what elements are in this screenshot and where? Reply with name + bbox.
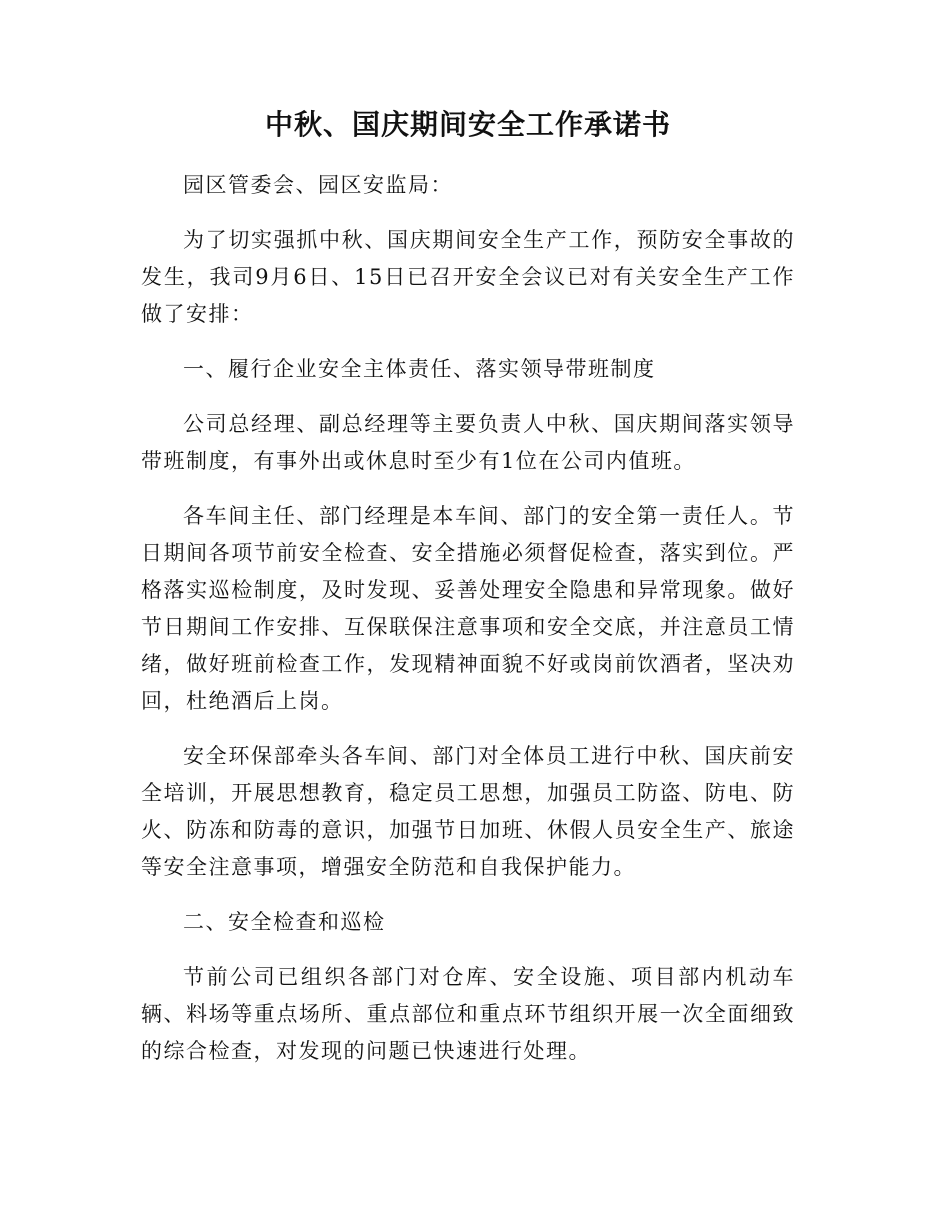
document-page [141,105,795,1088]
intro-paragraph: 为了切实强抓中秋、国庆期间安全生产工作，预防安全事故的发生，我司9月6日、15日已召开安全会议已对有关安全生产工作做了安排： [141,228,795,326]
salutation: 园区管委会、园区安监局： [183,173,453,197]
section-heading-1: 一、履行企业安全主体责任、落实领导带班制度 [183,357,656,381]
section-heading-2: 二、安全检查和巡检 [183,910,386,934]
document-title: 中秋、国庆期间安全工作承诺书 [264,108,671,141]
body-paragraph: 安全环保部牵头各车间、部门对全体员工进行中秋、国庆前安全培训，开展思想教育，稳定员工思想，加强员工防盗、防电、防火、防冻和防毒的意识，加强节日加班、休假人员安全生产、旅途等安全注意事项，增强安全防范和自我保护能力。 [141,744,795,879]
body-paragraph: 节前公司已组织各部门对仓库、安全设施、项目部内机动车辆、料场等重点场所、重点部位和重点环节组织开展一次全面细致的综合检查，对发现的问题已快速进行处理。 [141,965,795,1063]
body-paragraph: 各车间主任、部门经理是本车间、部门的安全第一责任人。节日期间各项节前安全检查、安全措施必须督促检查，落实到位。严格落实巡检制度，及时发现、妥善处理安全隐患和异常现象。做好节日期间工作安排、互保联保注意事项和安全交底，并注意员工情绪，做好班前检查工作，发现精神面貌不好或岗前饮酒者，坚决劝回，杜绝酒后上岗。 [141,504,795,713]
body-paragraph: 公司总经理、副总经理等主要负责人中秋、国庆期间落实领导带班制度，有事外出或休息时至少有1位在公司内值班。 [141,412,795,473]
